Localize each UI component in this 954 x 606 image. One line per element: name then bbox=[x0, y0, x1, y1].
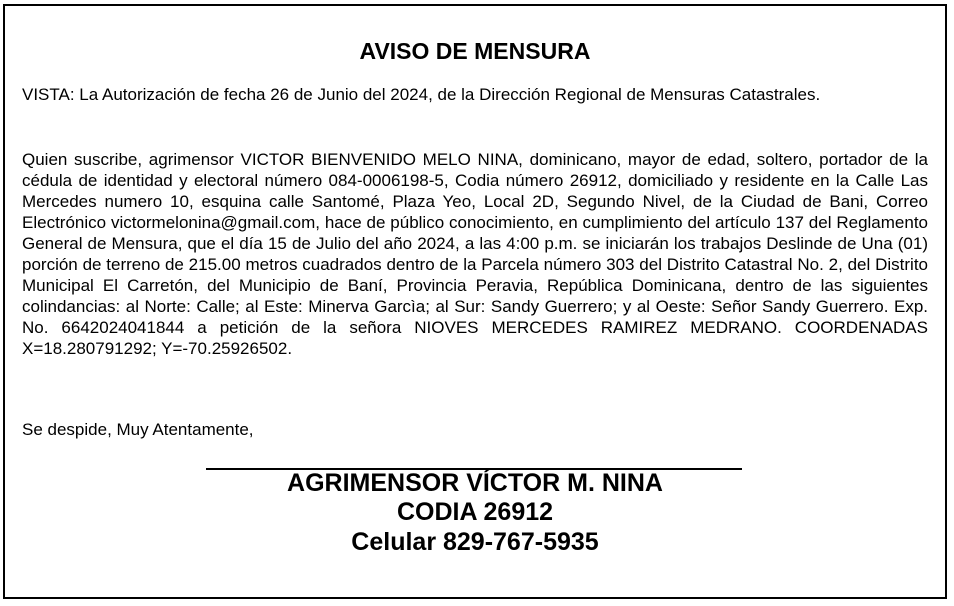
notice-frame bbox=[3, 4, 947, 599]
signatory-codia: CODIA 26912 bbox=[396, 498, 554, 526]
closing-line: Se despide, Muy Atentamente, bbox=[22, 420, 254, 439]
body-paragraph: Quien suscribe, agrimensor VICTOR BIENVENIDO MELO NINA, dominicano, mayor de edad, soltero, portador de la cédula de identidad y electoral número 084-0006198-5, Codia número 26912, domiciliado y residente en la Calle Las Mercedes numero 10, esquina calle Santomé, Plaza Yeo, Local 2D, Segundo Nivel, de la Ciudad de Bani, Correo Electrónico victormelonina@gmail.com, hace de público conocimiento, en cumplimiento del artículo 137 del Reglamento General de Mensura, que el día 15 de Julio del año 2024, a las 4:00 p.m. se iniciarán los trabajos Deslinde de Una (01) porción de terreno de 215.00 metros cuadrados dentro de la Parcela número 303 del Distrito Catastral No. 2, del Distrito Municipal El Carretón, del Municipio de Baní, Provincia Peravia, República Dominicana, dentro de las siguientes colindancias: al Norte: Calle; al Este: Minerva Garcìa; al Sur: Sandy Guerrero; y al Oeste: Señor Sandy Guerrero. Exp. No. 6642024041844 a petición de la señora NIOVES MERCEDES RAMIREZ MEDRANO. COORDENADAS X=18.280791292; Y=-70.25926502. bbox=[22, 150, 928, 358]
signatory-phone: Celular 829-767-5935 bbox=[351, 528, 599, 556]
vista-paragraph: VISTA: La Autorización de fecha 26 de Junio del 2024, de la Dirección Regional de Mensuras Catastrales. bbox=[22, 85, 821, 104]
signatory-name: AGRIMENSOR VÍCTOR M. NINA bbox=[287, 469, 663, 497]
notice-title: AVISO DE MENSURA bbox=[359, 38, 591, 64]
